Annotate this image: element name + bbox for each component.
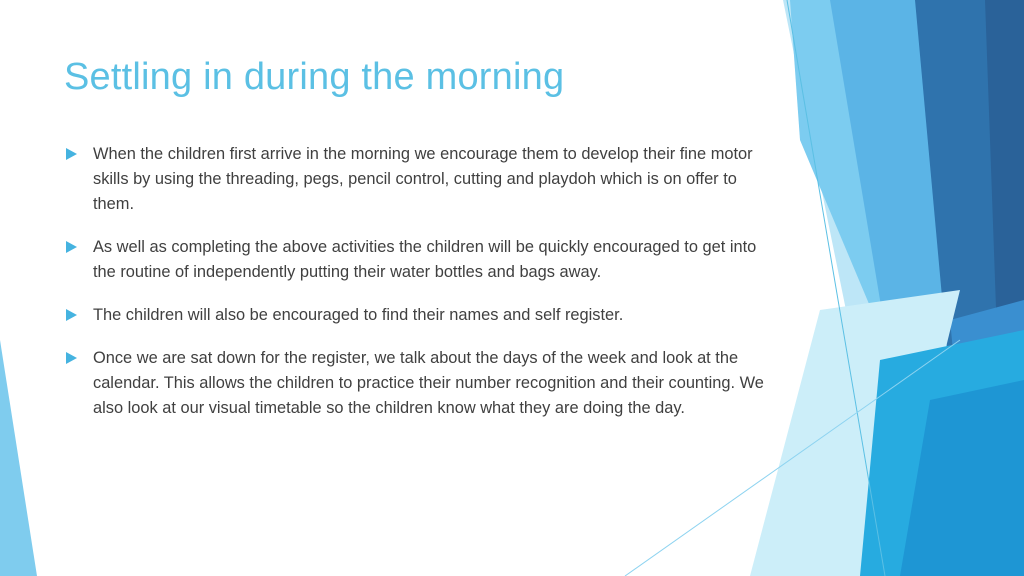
triangle-bullet-icon (66, 148, 77, 160)
triangle-bullet-icon (66, 241, 77, 253)
triangle-bullet-icon (66, 309, 77, 321)
slide-title: Settling in during the morning (64, 56, 565, 98)
bullet-text: When the children first arrive in the morning we encourage them to develop their fine motor skills by using the threading, pegs, pencil control, cutting and playdoh which is on offer to them. (93, 145, 753, 213)
bullet-list (64, 142, 774, 439)
bullet-text: The children will also be encouraged to find their names and self register. (93, 306, 624, 324)
bullet-text: As well as completing the above activities the children will be quickly encouraged to get into the routine of independently putting their water bottles and bags away. (93, 238, 757, 281)
bullet-item (64, 142, 774, 217)
bullet-item (64, 303, 774, 328)
triangle-bullet-icon (66, 352, 77, 364)
bullet-item (64, 346, 774, 421)
bullet-text: Once we are sat down for the register, we talk about the days of the week and look at the calendar. This allows the children to practice their number recognition and their counting. We also look at our visual timetable so the children know what they are doing the day. (93, 349, 764, 417)
left-edge-shape (0, 340, 37, 576)
bullet-item (64, 235, 774, 285)
